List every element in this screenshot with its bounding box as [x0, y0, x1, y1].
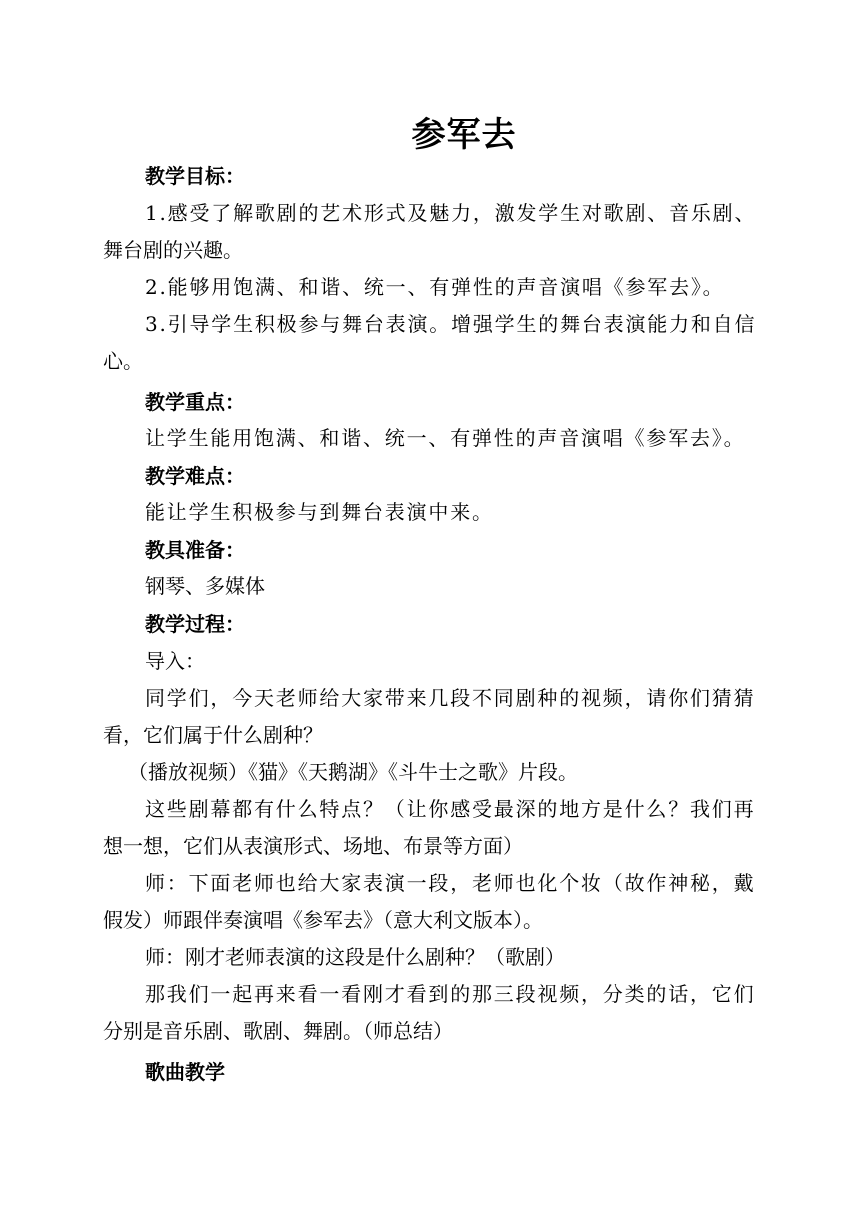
key-points-text: 让学生能用饱满、和谐、统一、有弹性的声音演唱《参军去》。	[145, 426, 746, 450]
materials-text: 钢琴、多媒体	[145, 574, 265, 598]
document-title: 参军去	[411, 115, 517, 155]
question-line-1: 这些剧幕都有什么特点？（让你感受最深的地方是什么？我们再	[145, 797, 756, 821]
heading-key-points: 教学重点：	[145, 390, 245, 414]
objective-1-line-1: 1.感受了解歌剧的艺术形式及魅力，激发学生对歌剧、音乐剧、	[145, 201, 757, 225]
heading-difficulties: 教学难点：	[145, 464, 245, 488]
teacher-performance-line-1: 师：下面老师也给大家表演一段，老师也化个妆（故作神秘，戴	[145, 871, 756, 895]
intro-label: 导入：	[145, 649, 205, 673]
question-line-2: 想一想，它们从表演形式、场地、布景等方面）	[103, 834, 523, 858]
teacher-performance-line-2: 假发）师跟伴奏演唱《参军去》（意大利文版本）。	[103, 908, 543, 932]
heading-materials: 教具准备：	[145, 538, 245, 562]
teacher-question: 师：刚才老师表演的这段是什么剧种？（歌剧）	[145, 945, 565, 969]
objective-3-line-2: 心。	[103, 349, 143, 373]
summary-line-2: 分别是音乐剧、歌剧、舞剧。（师总结）	[103, 1019, 453, 1043]
heading-song-teaching: 歌曲教学	[145, 1060, 225, 1084]
intro-paragraph-line-2: 看，它们属于什么剧种？	[103, 723, 323, 747]
objective-1-line-2: 舞台剧的兴趣。	[103, 238, 243, 262]
intro-paragraph-line-1: 同学们，今天老师给大家带来几段不同剧种的视频，请你们猜猜	[145, 686, 756, 710]
objective-3-line-1: 3.引导学生积极参与舞台表演。增强学生的舞台表演能力和自信	[145, 312, 757, 336]
objective-2: 2.能够用饱满、和谐、统一、有弹性的声音演唱《参军去》。	[145, 275, 725, 299]
summary-line-1: 那我们一起再来看一看刚才看到的那三段视频，分类的话，它们	[145, 982, 756, 1006]
difficulties-text: 能让学生积极参与到舞台表演中来。	[145, 500, 494, 524]
heading-teaching-process: 教学过程：	[145, 612, 245, 636]
video-note: （播放视频）《猫》《天鹅湖》《斗牛士之歌》片段。	[128, 760, 578, 784]
heading-teaching-objectives: 教学目标：	[145, 164, 245, 188]
